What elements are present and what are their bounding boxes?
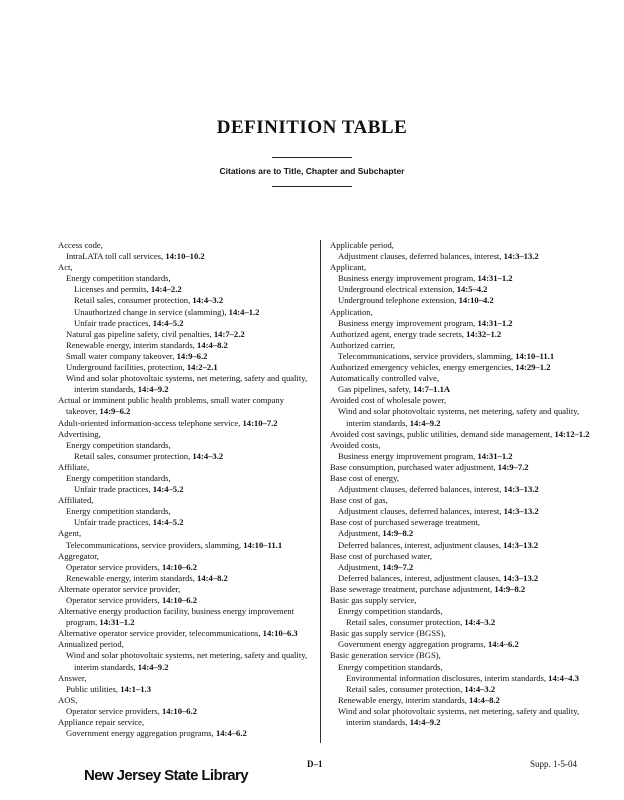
entry-term: Energy competition standards, <box>66 472 171 483</box>
entry-term: Basic gas supply service, <box>330 595 417 605</box>
index-entry <box>338 284 592 295</box>
index-entry <box>330 395 592 406</box>
index-entry <box>66 473 316 484</box>
citation-ref: 14:3–13.2 <box>503 251 539 262</box>
index-entry <box>338 506 592 517</box>
entry-term: Wind and solar photovoltaic systems, net metering, safety and quality, interim standards, <box>66 373 308 395</box>
index-entry <box>338 451 592 462</box>
citation-ref: 14:10–11.1 <box>243 539 283 550</box>
index-entry <box>58 673 316 684</box>
index-entry <box>338 484 592 495</box>
citation-ref: 14:4–8.2 <box>197 339 228 350</box>
index-entry <box>58 606 316 628</box>
index-entry <box>74 451 316 462</box>
citation-ref: 14:31–1.2 <box>477 317 513 328</box>
index-entry <box>330 584 592 595</box>
citation-ref: 14:10–6.3 <box>262 628 298 639</box>
citation-ref: 14:4–9.2 <box>409 717 441 728</box>
entry-term: Automatically controlled valve, <box>330 373 440 384</box>
index-entry <box>346 684 592 695</box>
entry-term: Avoided cost of wholesale power, <box>330 395 447 406</box>
entry-term: Unfair trade practices, <box>74 517 153 528</box>
entry-term: IntraLATA toll call services, <box>66 251 166 262</box>
citation-ref: 14:9–6.2 <box>99 406 131 417</box>
citation-ref: 14:12–1.2 <box>554 428 590 439</box>
citation-ref: 14:9–6.2 <box>176 350 208 361</box>
index-entry <box>58 395 316 417</box>
entry-term: Government energy aggregation programs, <box>338 639 488 650</box>
entry-term: Base sewerage treatment, purchase adjustment, <box>330 583 495 594</box>
index-entry <box>330 440 592 451</box>
entry-term: Basic gas supply service (BGSS), <box>330 628 446 639</box>
citation-ref: 14:9–8.2 <box>494 583 526 594</box>
entry-term: Energy competition standards, <box>66 439 171 450</box>
index-entry <box>330 595 592 606</box>
supplement-date: Supp. 1-5-04 <box>530 759 577 769</box>
citation-ref: 14:3–13.2 <box>503 506 539 517</box>
entry-term: Telecommunications, service providers, slamming, <box>66 539 244 550</box>
entry-term: Operator service providers, <box>66 561 162 572</box>
entry-term: Affiliated, <box>58 495 94 506</box>
entry-term: Retail sales, consumer protection, <box>346 683 465 694</box>
citation-ref: 14:31–1.2 <box>99 617 135 628</box>
index-entry <box>338 528 592 539</box>
citation-ref: 14:3–13.2 <box>503 539 539 550</box>
entry-term: Authorized agent, energy trade secrets, <box>330 328 467 339</box>
citation-ref: 14:29–1.2 <box>515 362 551 373</box>
entry-term: Adjustment clauses, deferred balances, interest, <box>338 484 504 495</box>
entry-term: Applicant, <box>330 262 367 273</box>
index-entry <box>66 373 316 395</box>
index-entry <box>74 517 316 528</box>
entry-term: Small water company takeover, <box>66 350 177 361</box>
citation-ref: 14:9–7.2 <box>382 561 414 572</box>
entry-term: Alternative energy production facility, business energy improvement program, <box>58 606 295 628</box>
index-entry <box>66 728 316 739</box>
index-entry <box>338 406 592 428</box>
index-entry <box>338 606 592 617</box>
page-title: DEFINITION TABLE <box>216 117 408 138</box>
index-entry <box>338 384 592 395</box>
index-entry <box>330 650 592 661</box>
entry-term: Application, <box>330 306 373 317</box>
index-entry <box>346 617 592 628</box>
index-entry <box>66 684 316 695</box>
index-entry <box>58 495 316 506</box>
entry-term: Telecommunications, service providers, slamming, <box>338 350 516 361</box>
citation-ref: 14:4–3.2 <box>464 683 496 694</box>
title-rule <box>272 157 352 158</box>
citation-ref: 14:4–2.2 <box>150 284 182 295</box>
index-entry <box>66 329 316 340</box>
entry-term: Energy competition standards, <box>338 606 443 617</box>
entry-term: Avoided costs, <box>330 439 381 450</box>
index-entry <box>58 717 316 728</box>
citation-ref: 14:31–1.2 <box>477 450 513 461</box>
citation-ref: 14:4–5.2 <box>152 317 184 328</box>
entry-term: Wind and solar photovoltaic systems, net metering, safety and quality, interim standards, <box>66 650 308 672</box>
index-entry <box>330 473 592 484</box>
entry-term: Renewable energy, interim standards, <box>66 572 198 583</box>
entry-term: Adjustment clauses, deferred balances, interest, <box>338 506 504 517</box>
entry-term: Business energy improvement program, <box>338 317 478 328</box>
index-entry <box>66 540 316 551</box>
entry-term: Renewable energy, interim standards, <box>66 339 198 350</box>
citation-ref: 14:10–11.1 <box>515 350 555 361</box>
entry-term: Base cost of energy, <box>330 472 399 483</box>
citation-ref: 14:10–10.2 <box>165 251 205 262</box>
entry-term: Adjustment, <box>338 528 383 539</box>
index-entry <box>330 517 592 528</box>
entry-term: Alternate operator service provider, <box>58 583 181 594</box>
entry-term: Retail sales, consumer protection, <box>346 617 465 628</box>
index-entry <box>330 551 592 562</box>
citation-ref: 14:10–6.2 <box>161 705 198 716</box>
entry-term: Gas pipelines, safety, <box>338 384 414 395</box>
entry-term: Deferred balances, interest, adjustment clauses, <box>338 539 504 550</box>
entry-term: Base consumption, purchased water adjustment, <box>330 461 498 472</box>
index-entry <box>66 273 316 284</box>
index-entry <box>338 662 592 673</box>
citation-ref: 14:4–3.2 <box>192 450 224 461</box>
left-column <box>58 240 316 739</box>
index-entry <box>74 284 316 295</box>
entry-term: Annualized period, <box>58 639 124 650</box>
citation-ref: 14:9–7.2 <box>497 461 529 472</box>
index-entry <box>338 318 592 329</box>
index-entry <box>66 362 316 373</box>
index-entry <box>58 429 316 440</box>
entry-term: Unauthorized change in service (slamming), <box>74 306 229 317</box>
entry-term: Authorized emergency vehicles, energy emergencies, <box>330 362 516 373</box>
citation-ref: 14:10–6.2 <box>161 595 198 605</box>
entry-term: Energy competition standards, <box>66 273 171 284</box>
entry-term: Authorized carrier, <box>330 339 396 350</box>
index-entry <box>58 639 316 650</box>
entry-term: Public utilities, <box>66 683 121 694</box>
index-entry <box>338 706 592 728</box>
citation-ref: 14:4–8.2 <box>469 694 500 705</box>
index-entry <box>338 295 592 306</box>
entry-term: Applicable period, <box>330 240 394 250</box>
entry-term: Access code, <box>58 240 103 250</box>
page-number: D–1 <box>307 759 323 769</box>
index-entry <box>66 706 316 717</box>
entry-term: Environmental information disclosures, interim standards, <box>346 672 549 683</box>
entry-term: Natural gas pipeline safety, civil penalties, <box>66 328 214 339</box>
citation-ref: 14:4–6.2 <box>215 728 247 739</box>
citation-ref: 14:3–13.2 <box>503 572 539 583</box>
index-entry <box>330 262 592 273</box>
right-column <box>330 240 592 728</box>
entry-term: Adjustment clauses, deferred balances, interest, <box>338 251 504 262</box>
index-entry <box>66 440 316 451</box>
index-entry <box>66 595 316 606</box>
entry-term: Operator service providers, <box>66 705 162 716</box>
subtitle-rule <box>272 186 352 187</box>
index-entry <box>338 273 592 284</box>
citation-ref: 14:10–6.2 <box>161 561 198 572</box>
entry-term: Business energy improvement program, <box>338 450 478 461</box>
entry-term: Base cost of gas, <box>330 495 388 506</box>
citation-ref: 14:4–5.2 <box>152 517 184 528</box>
entry-term: Retail sales, consumer protection, <box>74 295 193 306</box>
citation-ref: 14:4–5.2 <box>152 484 184 495</box>
index-entry <box>338 639 592 650</box>
index-entry <box>330 429 592 440</box>
entry-term: Wind and solar photovoltaic systems, net metering, safety and quality, interim standards, <box>338 705 580 728</box>
index-entry <box>66 340 316 351</box>
entry-term: Wind and solar photovoltaic systems, net metering, safety and quality, interim standards, <box>338 406 580 428</box>
index-entry <box>338 251 592 262</box>
citation-ref: 14:4–1.2 <box>228 306 260 317</box>
column-divider <box>320 240 321 743</box>
citation-ref: 14:4–9.2 <box>137 661 169 672</box>
index-entry <box>338 562 592 573</box>
index-entry <box>330 628 592 639</box>
index-entry <box>74 307 316 318</box>
entry-term: Alternative operator service provider, telecommunications, <box>58 628 263 639</box>
entry-term: Underground telephone extension, <box>338 295 459 306</box>
index-entry <box>330 462 592 473</box>
index-entry <box>58 462 316 473</box>
index-entry <box>58 262 316 273</box>
index-entry <box>330 373 592 384</box>
index-entry <box>330 240 592 251</box>
entry-term: Affiliate, <box>58 461 90 472</box>
index-entry <box>66 251 316 262</box>
entry-term: Renewable energy, interim standards, <box>338 694 470 705</box>
index-entry <box>58 418 316 429</box>
entry-term: Advertising, <box>58 428 101 439</box>
citation-ref: 14:4–9.2 <box>137 384 169 395</box>
citation-ref: 14:10–7.2 <box>242 417 278 428</box>
index-entry <box>58 695 316 706</box>
entry-term: Energy competition standards, <box>66 506 171 517</box>
citation-ref: 14:5–4.2 <box>456 284 488 295</box>
citation-ref: 14:1–1.3 <box>120 683 151 694</box>
index-entry <box>58 628 316 639</box>
index-entry <box>338 540 592 551</box>
index-entry <box>66 351 316 362</box>
entry-term: Deferred balances, interest, adjustment clauses, <box>338 572 504 583</box>
citation-ref: 14:4–6.2 <box>487 639 519 650</box>
index-entry <box>330 362 592 373</box>
entry-term: Adjustment, <box>338 561 383 572</box>
citation-ref: 14:32–1.2 <box>466 328 502 339</box>
entry-term: Licenses and permits, <box>74 284 151 295</box>
entry-term: Base cost of purchased water, <box>330 550 433 561</box>
index-entry <box>74 318 316 329</box>
citation-ref: 14:4–3.2 <box>464 617 496 628</box>
citation-ref: 14:2–2.1 <box>186 362 218 373</box>
index-entry <box>74 295 316 306</box>
entry-term: Basic generation service (BGS), <box>330 650 441 661</box>
index-entry <box>66 573 316 584</box>
entry-term: Avoided cost savings, public utilities, demand side management, <box>330 428 555 439</box>
citation-ref: 14:4–9.2 <box>409 417 441 428</box>
index-entry <box>58 551 316 562</box>
entry-term: Retail sales, consumer protection, <box>74 450 193 461</box>
entry-term: Actual or imminent public health problems, small water company takeover, <box>58 395 285 417</box>
citation-ref: 14:9–8.2 <box>382 528 414 539</box>
entry-term: Answer, <box>58 672 87 683</box>
entry-term: Underground electrical extension, <box>338 284 457 295</box>
entry-term: Government energy aggregation programs, <box>66 728 216 739</box>
index-entry <box>338 573 592 584</box>
citation-ref: 14:4–4.3 <box>548 672 579 683</box>
index-entry <box>330 495 592 506</box>
index-entry <box>58 584 316 595</box>
index-entry <box>66 562 316 573</box>
index-entry <box>330 329 592 340</box>
index-entry <box>66 650 316 672</box>
index-entry <box>338 695 592 706</box>
entry-term: Underground facilities, protection, <box>66 362 187 373</box>
citation-ref: 14:3–13.2 <box>503 484 539 495</box>
citation-ref: 14:4–8.2 <box>197 572 228 583</box>
index-entry <box>74 484 316 495</box>
entry-term: AOS, <box>58 694 78 705</box>
index-entry <box>330 340 592 351</box>
citation-ref: 14:10–4.2 <box>458 295 494 306</box>
entry-term: Aggregator, <box>58 550 99 561</box>
entry-term: Business energy improvement program, <box>338 273 478 284</box>
citation-ref: 14:4–3.2 <box>192 295 224 306</box>
library-stamp: New Jersey State Library <box>84 767 249 784</box>
citation-ref: 14:7–2.2 <box>213 328 245 339</box>
citation-note: Citations are to Title, Chapter and Subchapter <box>219 166 405 176</box>
entry-term: Adult-oriented information-access telephone service, <box>58 417 243 428</box>
index-entry <box>330 307 592 318</box>
index-entry <box>338 351 592 362</box>
entry-term: Appliance repair service, <box>58 717 145 728</box>
entry-term: Unfair trade practices, <box>74 484 153 495</box>
entry-term: Unfair trade practices, <box>74 317 153 328</box>
index-entry <box>346 673 592 684</box>
citation-ref: 14:31–1.2 <box>477 273 513 284</box>
index-entry <box>58 528 316 539</box>
citation-ref: 14:7–1.1A <box>413 384 451 395</box>
entry-term: Base cost of purchased sewerage treatment, <box>330 517 480 528</box>
index-entry <box>58 240 316 251</box>
entry-term: Agent, <box>58 528 82 539</box>
entry-term: Operator service providers, <box>66 595 162 605</box>
entry-term: Act, <box>58 262 73 273</box>
entry-term: Energy competition standards, <box>338 661 443 672</box>
index-entry <box>66 506 316 517</box>
